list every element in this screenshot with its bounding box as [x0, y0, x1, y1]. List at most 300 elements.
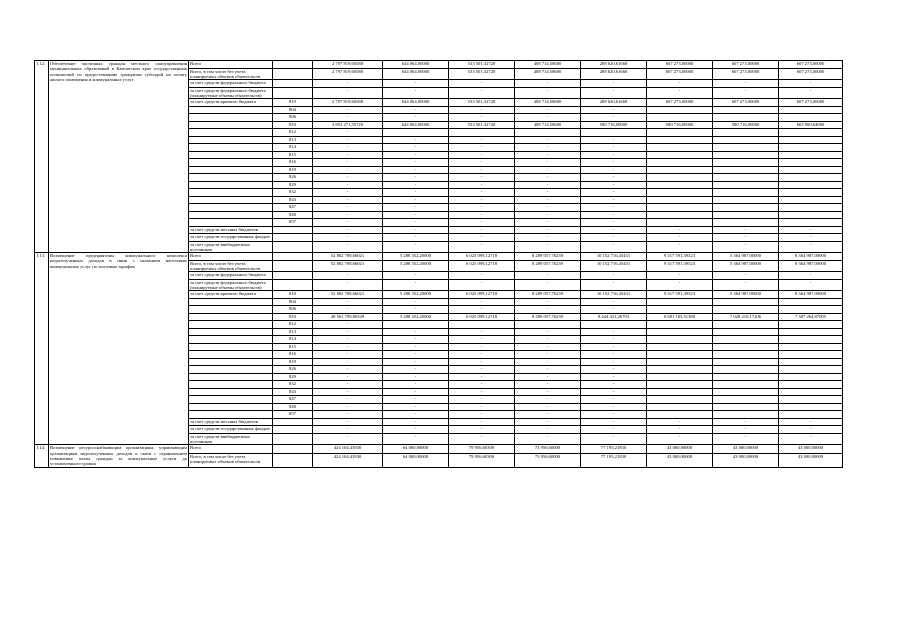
amount-cell: -: [779, 426, 843, 434]
funding-source-label: Всего, в том числе без учета планируемых объемов обязательств: [189, 260, 273, 272]
amount-cell: 3 852 271,55720: [313, 121, 383, 129]
section-number: 1.14.: [35, 445, 49, 467]
amount-cell: -: [581, 358, 647, 366]
amount-cell: 580 716,00000: [647, 121, 713, 129]
amount-cell: -: [383, 373, 449, 381]
budget-code: 812: [273, 321, 313, 329]
amount-cell: -: [647, 226, 713, 234]
amount-cell: -: [313, 336, 383, 344]
budget-code: 829: [273, 181, 313, 189]
amount-cell: [713, 129, 779, 137]
amount-cell: 73 956,60000: [515, 445, 581, 454]
amount-cell: -: [581, 241, 647, 253]
amount-cell: -: [313, 181, 383, 189]
funding-source-label: за счет средств федерального бюджета (планируемые объемы обязательств): [189, 279, 273, 291]
budget-code: 804: [273, 298, 313, 306]
amount-cell: 79 956,60300: [449, 454, 515, 467]
amount-cell: 607 273,00000: [647, 68, 713, 80]
amount-cell: 43 000,00000: [779, 454, 843, 467]
amount-cell: -: [581, 159, 647, 167]
budget-code: 847: [273, 396, 313, 404]
amount-cell: -: [383, 298, 449, 306]
amount-cell: -: [449, 411, 515, 419]
amount-cell: -: [313, 426, 383, 434]
amount-cell: -: [383, 403, 449, 411]
amount-cell: -: [383, 351, 449, 359]
amount-cell: 533 501,32720: [449, 61, 515, 69]
budget-code: 810: [273, 291, 313, 299]
amount-cell: -: [449, 373, 515, 381]
amount-cell: -: [515, 114, 581, 122]
amount-cell: -: [581, 403, 647, 411]
amount-cell: -: [313, 388, 383, 396]
amount-cell: 288 620,61668: [581, 61, 647, 69]
amount-cell: [779, 373, 843, 381]
amount-cell: -: [449, 433, 515, 445]
amount-cell: -: [449, 343, 515, 351]
amount-cell: -: [383, 418, 449, 426]
amount-cell: [713, 396, 779, 404]
funding-source-label: [189, 366, 273, 374]
budget-code: 843: [273, 196, 313, 204]
amount-cell: -: [581, 306, 647, 314]
amount-cell: -: [383, 211, 449, 219]
amount-cell: -: [779, 241, 843, 253]
amount-cell: 10 152 716,45431: [581, 260, 647, 272]
amount-cell: -: [313, 418, 383, 426]
amount-cell: 43 000,00000: [647, 445, 713, 454]
amount-cell: -: [647, 272, 713, 280]
amount-cell: [647, 298, 713, 306]
amount-cell: [647, 219, 713, 227]
amount-cell: [647, 358, 713, 366]
amount-cell: -: [449, 336, 515, 344]
funding-source-label: [189, 396, 273, 404]
budget-code: 810: [273, 313, 313, 321]
amount-cell: 5 288 352,20000: [383, 260, 449, 272]
amount-cell: -: [313, 226, 383, 234]
funding-source-label: [189, 403, 273, 411]
amount-cell: 8 289 057,76239: [515, 313, 581, 321]
amount-cell: -: [383, 174, 449, 182]
budget-code: 812: [273, 129, 313, 137]
amount-cell: -: [515, 366, 581, 374]
amount-cell: 2 797 819,60588: [313, 99, 383, 107]
amount-cell: 607 273,00000: [779, 68, 843, 80]
table-row: [35, 253, 843, 261]
budget-code: 829: [273, 373, 313, 381]
amount-cell: [383, 129, 449, 137]
amount-cell: -: [383, 279, 449, 291]
budget-code: [273, 234, 313, 242]
amount-cell: -: [383, 358, 449, 366]
amount-cell: -: [581, 433, 647, 445]
amount-cell: [647, 129, 713, 137]
funding-source-label: [189, 189, 273, 197]
amount-cell: [713, 366, 779, 374]
amount-cell: -: [313, 80, 383, 88]
amount-cell: -: [313, 204, 383, 212]
amount-cell: -: [313, 241, 383, 253]
amount-cell: -: [713, 418, 779, 426]
funding-source-label: [189, 321, 273, 329]
amount-cell: [647, 381, 713, 389]
amount-cell: [647, 106, 713, 114]
amount-cell: -: [515, 234, 581, 242]
amount-cell: 48 561 799,86549: [313, 313, 383, 321]
amount-cell: -: [313, 211, 383, 219]
amount-cell: -: [779, 433, 843, 445]
amount-cell: -: [515, 80, 581, 88]
amount-cell: [779, 366, 843, 374]
amount-cell: [779, 328, 843, 336]
funding-source-label: за счет средств краевого бюджета: [189, 291, 273, 299]
amount-cell: -: [449, 159, 515, 167]
amount-cell: -: [581, 114, 647, 122]
budget-code: [273, 68, 313, 80]
amount-cell: -: [313, 433, 383, 445]
amount-cell: 533 501,32720: [449, 99, 515, 107]
amount-cell: 8 444 431,26793: [581, 313, 647, 321]
amount-cell: -: [383, 241, 449, 253]
amount-cell: -: [779, 87, 843, 99]
budget-code: [273, 433, 313, 445]
budget-code: [273, 279, 313, 291]
budget-code: 843: [273, 388, 313, 396]
amount-cell: [713, 403, 779, 411]
amount-cell: [647, 189, 713, 197]
amount-cell: [713, 114, 779, 122]
amount-cell: 607 273,00000: [713, 68, 779, 80]
amount-cell: 64 000,00000: [383, 445, 449, 454]
amount-cell: -: [647, 87, 713, 99]
funding-source-label: [189, 373, 273, 381]
amount-cell: 2 797 819,60588: [313, 61, 383, 69]
amount-cell: -: [581, 136, 647, 144]
amount-cell: [779, 151, 843, 159]
amount-cell: -: [515, 328, 581, 336]
funding-source-label: [189, 381, 273, 389]
amount-cell: -: [515, 381, 581, 389]
amount-cell: 43 000,00000: [647, 454, 713, 467]
amount-cell: -: [581, 219, 647, 227]
amount-cell: -: [581, 151, 647, 159]
amount-cell: 79 956,60300: [449, 445, 515, 454]
section-description: Возмещение предприятиям коммунального комплекса недополученных доходов в связи с оказанием населению коммунальных услуг по льготным тарифам: [49, 253, 189, 445]
amount-cell: 5 364 987,00000: [713, 260, 779, 272]
amount-cell: [713, 381, 779, 389]
amount-cell: 10 152 716,45431: [581, 291, 647, 299]
amount-cell: -: [713, 234, 779, 242]
amount-cell: -: [515, 403, 581, 411]
amount-cell: [779, 174, 843, 182]
amount-cell: 607 273,00000: [779, 99, 843, 107]
amount-cell: -: [515, 336, 581, 344]
amount-cell: -: [449, 306, 515, 314]
amount-cell: -: [515, 388, 581, 396]
funding-source-label: [189, 159, 273, 167]
amount-cell: -: [313, 306, 383, 314]
section-description: Возмещение ресурсоснабжающим организациям, управляющим организациям недополученных доходов в связи с ограничением повышения платы граждан за коммунальные услуги до установленного уровня: [50, 445, 187, 467]
amount-cell: -: [383, 159, 449, 167]
amount-cell: -: [713, 426, 779, 434]
amount-cell: [647, 328, 713, 336]
amount-cell: 644 064,00000: [383, 68, 449, 80]
amount-cell: 7 028 216,17206: [713, 313, 779, 321]
amount-cell: -: [515, 136, 581, 144]
amount-cell: -: [647, 234, 713, 242]
amount-cell: -: [581, 366, 647, 374]
amount-cell: -: [515, 418, 581, 426]
funding-source-label: [189, 166, 273, 174]
amount-cell: -: [449, 358, 515, 366]
amount-cell: -: [515, 373, 581, 381]
amount-cell: -: [515, 298, 581, 306]
funding-source-label: [189, 196, 273, 204]
amount-cell: -: [581, 204, 647, 212]
amount-cell: [647, 211, 713, 219]
amount-cell: 6 681 185,51380: [647, 313, 713, 321]
amount-cell: [647, 403, 713, 411]
amount-cell: 607 273,00000: [647, 61, 713, 69]
amount-cell: [647, 166, 713, 174]
amount-cell: -: [581, 351, 647, 359]
amount-cell: -: [383, 80, 449, 88]
amount-cell: [647, 174, 713, 182]
amount-cell: 644 064,00000: [383, 61, 449, 69]
amount-cell: 9 317 591,39523: [647, 260, 713, 272]
budget-code: 857: [273, 411, 313, 419]
amount-cell: 5 288 352,20000: [383, 313, 449, 321]
amount-cell: [713, 298, 779, 306]
amount-cell: 5 364 987,00000: [713, 253, 779, 261]
amount-cell: -: [647, 80, 713, 88]
amount-cell: [515, 321, 581, 329]
amount-cell: -: [581, 166, 647, 174]
amount-cell: -: [515, 159, 581, 167]
funding-table: [34, 60, 843, 468]
amount-cell: 8 289 057,76239: [515, 260, 581, 272]
funding-source-label: [189, 121, 273, 129]
amount-cell: -: [515, 396, 581, 404]
amount-cell: [779, 219, 843, 227]
funding-source-label: Всего, в том числе без учета планируемых объемов обязательств: [189, 68, 273, 80]
amount-cell: [713, 174, 779, 182]
amount-cell: -: [383, 106, 449, 114]
amount-cell: 10 152 716,45431: [581, 253, 647, 261]
amount-cell: 43 000,00000: [713, 445, 779, 454]
amount-cell: -: [581, 381, 647, 389]
funding-source-label: [189, 136, 273, 144]
amount-cell: -: [449, 279, 515, 291]
budget-code: 819: [273, 99, 313, 107]
amount-cell: -: [515, 426, 581, 434]
amount-cell: -: [581, 411, 647, 419]
amount-cell: -: [313, 343, 383, 351]
amount-cell: [713, 151, 779, 159]
amount-cell: -: [581, 80, 647, 88]
amount-cell: 5 288 352,20000: [383, 291, 449, 299]
funding-source-label: за счет средств внебюджетных источников: [189, 241, 273, 253]
amount-cell: 9 317 591,39523: [647, 253, 713, 261]
amount-cell: -: [515, 144, 581, 152]
amount-cell: [515, 129, 581, 137]
amount-cell: -: [313, 234, 383, 242]
funding-source-label: за счет средств местных бюджетов: [189, 418, 273, 426]
budget-code: [273, 61, 313, 69]
amount-cell: -: [581, 87, 647, 99]
amount-cell: -: [313, 189, 383, 197]
amount-cell: [779, 106, 843, 114]
funding-source-label: [189, 174, 273, 182]
amount-cell: [779, 343, 843, 351]
amount-cell: -: [449, 211, 515, 219]
budget-code: 848: [273, 211, 313, 219]
amount-cell: [713, 388, 779, 396]
amount-cell: -: [313, 321, 383, 329]
budget-code: 819: [273, 166, 313, 174]
amount-cell: -: [383, 336, 449, 344]
budget-code: [273, 87, 313, 99]
section-number: 1.13.: [35, 253, 49, 445]
amount-cell: 607 273,00000: [647, 99, 713, 107]
amount-cell: -: [449, 106, 515, 114]
amount-cell: -: [449, 151, 515, 159]
amount-cell: 77 195,21830: [581, 454, 647, 467]
funding-source-label: [189, 351, 273, 359]
amount-cell: -: [383, 381, 449, 389]
amount-cell: [449, 321, 515, 329]
funding-source-label: за счет средств государственных фондов: [189, 426, 273, 434]
amount-cell: -: [449, 189, 515, 197]
amount-cell: -: [581, 196, 647, 204]
amount-cell: 9 317 591,39523: [647, 291, 713, 299]
amount-cell: -: [581, 189, 647, 197]
amount-cell: [647, 411, 713, 419]
amount-cell: -: [515, 433, 581, 445]
amount-cell: -: [383, 388, 449, 396]
amount-cell: -: [449, 166, 515, 174]
amount-cell: [779, 298, 843, 306]
amount-cell: -: [515, 351, 581, 359]
amount-cell: -: [313, 381, 383, 389]
funding-source-label: за счет средств краевого бюджета: [189, 99, 273, 107]
amount-cell: -: [581, 373, 647, 381]
amount-cell: 580 716,00000: [713, 121, 779, 129]
funding-source-label: [189, 306, 273, 314]
budget-code: 806: [273, 306, 313, 314]
amount-cell: 644 064,00000: [383, 121, 449, 129]
amount-cell: 288 620,61668: [581, 68, 647, 80]
amount-cell: 603 900,64000: [779, 121, 843, 129]
amount-cell: 6 025 099,12718: [449, 253, 515, 261]
amount-cell: -: [581, 343, 647, 351]
amount-cell: -: [449, 366, 515, 374]
amount-cell: [779, 306, 843, 314]
amount-cell: [779, 321, 843, 329]
budget-code: [273, 272, 313, 280]
funding-source-label: [189, 181, 273, 189]
amount-cell: 52 802 788,66021: [313, 253, 383, 261]
funding-source-label: [189, 129, 273, 137]
budget-code: 832: [273, 189, 313, 197]
amount-cell: -: [313, 166, 383, 174]
amount-cell: -: [449, 426, 515, 434]
amount-cell: -: [383, 234, 449, 242]
amount-cell: [779, 181, 843, 189]
budget-code: [273, 260, 313, 272]
funding-source-label: [189, 358, 273, 366]
amount-cell: -: [713, 433, 779, 445]
amount-cell: -: [383, 306, 449, 314]
table-row: [35, 61, 843, 69]
amount-cell: -: [313, 114, 383, 122]
amount-cell: -: [647, 426, 713, 434]
amount-cell: -: [449, 144, 515, 152]
budget-code: 815: [273, 151, 313, 159]
amount-cell: -: [449, 272, 515, 280]
amount-cell: 8 364 987,00000: [779, 291, 843, 299]
amount-cell: -: [383, 189, 449, 197]
budget-code: 814: [273, 336, 313, 344]
amount-cell: [647, 159, 713, 167]
amount-cell: -: [449, 136, 515, 144]
amount-cell: -: [581, 234, 647, 242]
amount-cell: [779, 381, 843, 389]
amount-cell: -: [515, 174, 581, 182]
amount-cell: [713, 136, 779, 144]
amount-cell: -: [515, 241, 581, 253]
amount-cell: [383, 321, 449, 329]
amount-cell: -: [581, 418, 647, 426]
budget-code: 816: [273, 159, 313, 167]
amount-cell: -: [779, 226, 843, 234]
amount-cell: [647, 151, 713, 159]
amount-cell: 8 289 057,76239: [515, 291, 581, 299]
amount-cell: [713, 106, 779, 114]
amount-cell: [581, 321, 647, 329]
amount-cell: 424 104,43930: [313, 445, 383, 454]
funding-source-label: [189, 114, 273, 122]
amount-cell: -: [515, 343, 581, 351]
budget-code: 848: [273, 403, 313, 411]
amount-cell: -: [515, 189, 581, 197]
amount-cell: -: [383, 411, 449, 419]
amount-cell: [647, 306, 713, 314]
amount-cell: -: [449, 403, 515, 411]
amount-cell: 644 064,00000: [383, 99, 449, 107]
funding-source-label: за счет средств местных бюджетов: [189, 226, 273, 234]
amount-cell: -: [313, 328, 383, 336]
amount-cell: 408 714,58600: [515, 99, 581, 107]
budget-code: 847: [273, 204, 313, 212]
amount-cell: -: [581, 336, 647, 344]
amount-cell: [779, 396, 843, 404]
amount-cell: 6 025 099,12718: [449, 291, 515, 299]
budget-code: 826: [273, 174, 313, 182]
amount-cell: [779, 351, 843, 359]
amount-cell: -: [515, 219, 581, 227]
funding-source-label: [189, 151, 273, 159]
amount-cell: -: [581, 279, 647, 291]
amount-cell: -: [581, 211, 647, 219]
amount-cell: [647, 114, 713, 122]
amount-cell: -: [449, 396, 515, 404]
amount-cell: -: [515, 226, 581, 234]
amount-cell: [647, 343, 713, 351]
amount-cell: [449, 129, 515, 137]
amount-cell: -: [449, 196, 515, 204]
